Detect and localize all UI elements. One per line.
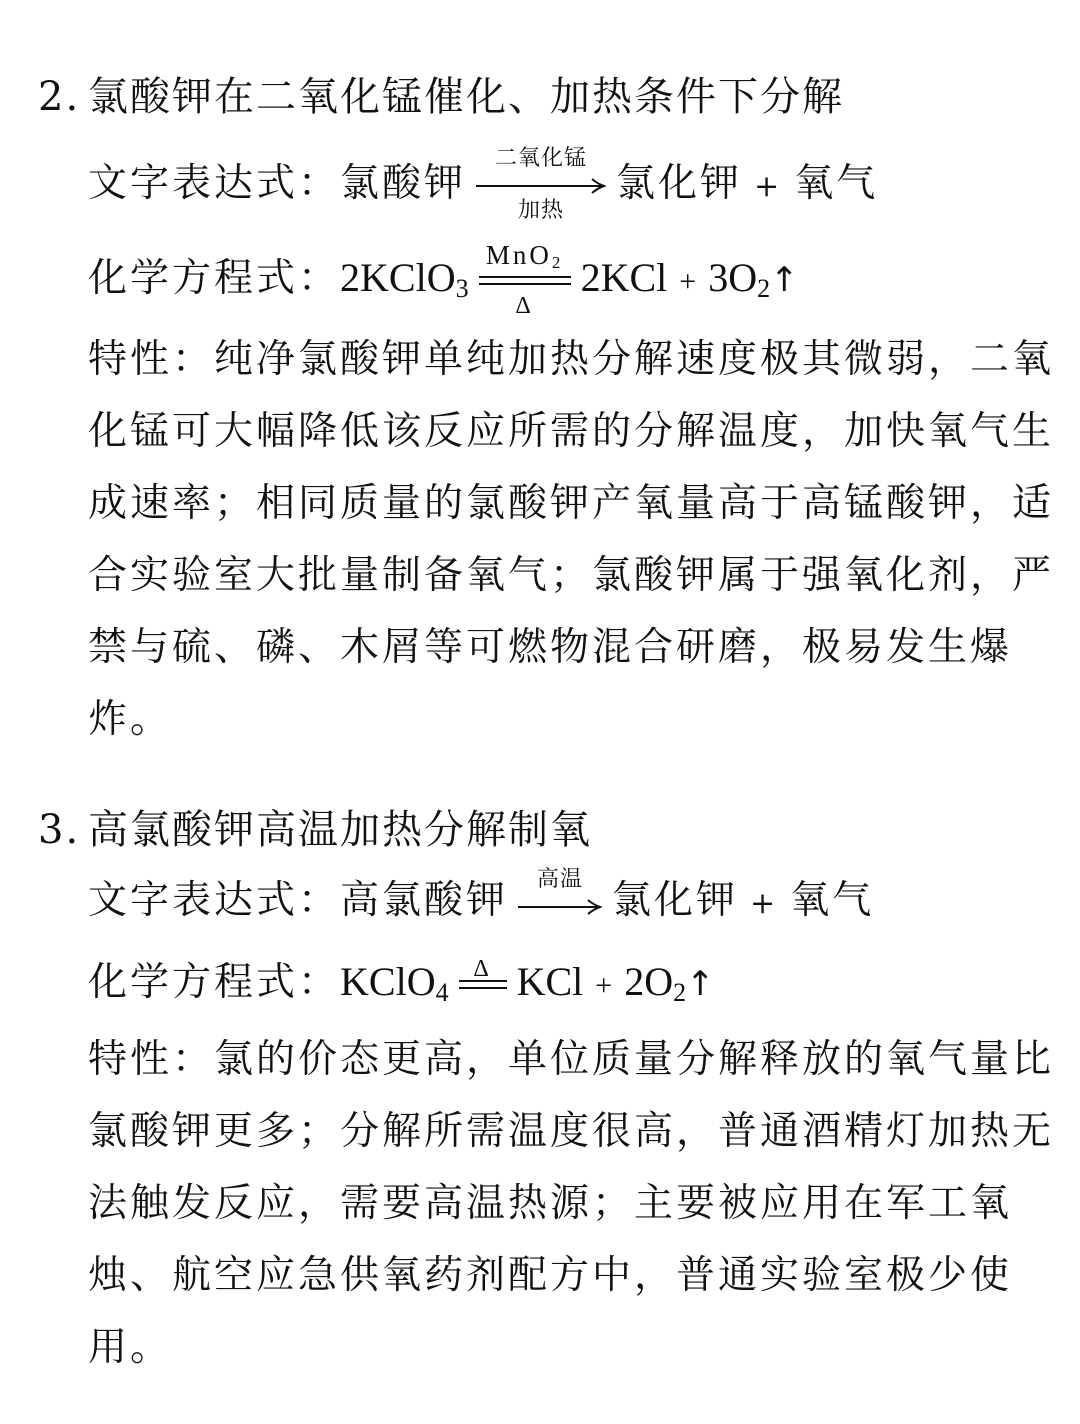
word-equation-label: 文字表达式： <box>88 878 341 923</box>
section-2-chemical-equation <box>88 240 802 319</box>
section-3-title: 高氯酸钾高温加热分解制氧 <box>88 807 592 853</box>
word-plus: + <box>750 886 779 921</box>
chem-reactant: KClO$_4$ <box>340 959 449 1007</box>
arrow-condition-below: 加热 <box>518 198 565 223</box>
right-arrow-icon <box>518 897 602 917</box>
section-2-properties: 特性：纯净氯酸钾单纯加热分解速度极其微弱，二氧化锰可大幅降低该反应所需的分解温度，加快氧气生成速率；相同质量的氯酸钾产氧量高于高锰酸钾，适合实验室大批量制备氧气；氯酸钾属于强氧化剂，严禁与硫、磷、木屑等可燃物混合研磨，极易发生爆炸。 <box>88 337 1055 742</box>
section-3-word-equation <box>88 867 875 928</box>
section-2-title: 氯酸钾在二氧化锰催化、加热条件下分解 <box>88 74 844 120</box>
chem-plus: + <box>679 265 697 298</box>
word-product-1: 氯化钾 <box>616 161 743 206</box>
word-equation-label: 文字表达式： <box>88 161 341 206</box>
section-2-heading <box>38 73 844 121</box>
heat-symbol: Δ <box>515 293 534 319</box>
catalyst-label: MnO$_2$ <box>485 240 564 272</box>
arrow-condition-above: 高温 <box>537 867 584 892</box>
section-3-chemical-equation <box>88 958 718 1017</box>
section-3-heading <box>38 806 592 854</box>
word-reactant: 高氯酸钾 <box>340 878 509 923</box>
section-2-word-equation <box>88 146 879 223</box>
equals-condition <box>477 240 573 319</box>
chem-plus: + <box>595 969 613 1002</box>
word-plus: + <box>754 169 783 204</box>
reaction-arrow <box>476 146 606 223</box>
chem-product-2: $2O_2$ <box>624 959 687 1007</box>
chem-equation-label: 化学方程式： <box>88 256 341 301</box>
section-2-number: 2. <box>38 74 81 120</box>
chem-product-1: KCl <box>516 959 584 1004</box>
chem-product-2: $3O_2$ <box>708 255 771 303</box>
word-product-1: 氯化钾 <box>612 878 739 923</box>
chem-equation-label: 化学方程式： <box>88 960 341 1005</box>
right-arrow-icon <box>476 176 606 196</box>
gas-arrow-icon: ↑ <box>770 260 802 300</box>
word-product-2: 氧气 <box>794 161 879 206</box>
chem-product-1: 2KCl <box>580 255 668 300</box>
section-3-properties: 特性：氯的价态更高，单位质量分解释放的氧气量比氯酸钾更多；分解所需温度很高，普通酒精灯加热无法触发反应，需要高温热源；主要被应用在军工氧烛、航空应急供氧药剂配方中，普通实验室极少使用。 <box>88 1037 1055 1370</box>
word-reactant: 氯酸钾 <box>340 161 467 206</box>
chem-reactant: 2KClO$_3$ <box>340 255 469 303</box>
reaction-arrow <box>518 867 602 917</box>
word-product-2: 氧气 <box>790 878 875 923</box>
equals-condition <box>457 956 509 992</box>
section-3-number: 3. <box>38 807 81 853</box>
arrow-condition-above: 二氧化锰 <box>495 146 588 171</box>
gas-arrow-icon: ↑ <box>686 964 718 1004</box>
heat-symbol: Δ <box>473 956 492 982</box>
